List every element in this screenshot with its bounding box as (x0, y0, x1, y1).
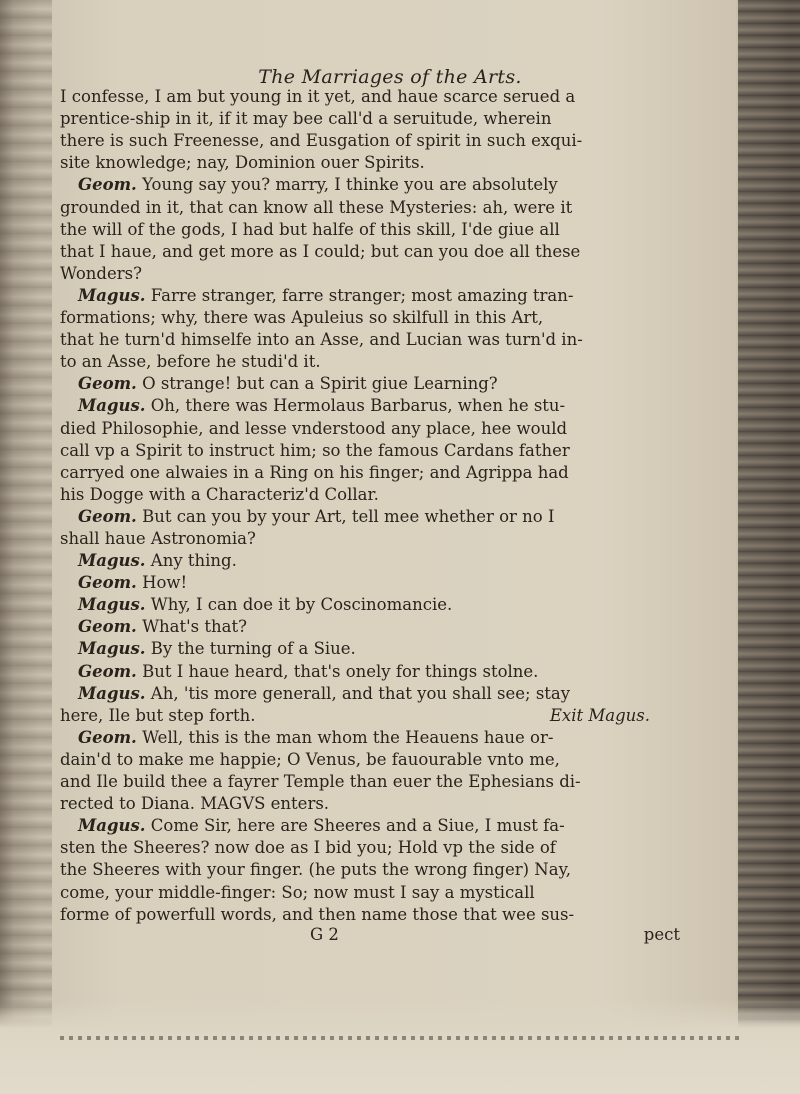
text-line (60, 661, 720, 683)
text-line (60, 395, 720, 417)
speech-text: O strange! but can a Spirit giue Learning? (142, 374, 498, 394)
text-line: died Philosophie, and lesse vnderstood any place, hee would (60, 418, 568, 438)
text-line: forme of powerfull words, and then name those that wee sus- (60, 904, 575, 924)
speaker-name: Magus. (78, 816, 146, 836)
text-line: carryed one alwaies in a Ring on his finger; and Agrippa had (60, 462, 569, 482)
speaker-name: Geom. (78, 617, 137, 637)
bottom-ornament (60, 1036, 740, 1040)
speaker-name: Geom. (78, 573, 137, 593)
text-line: formations; why, there was Apuleius so skilfull in this Art, (60, 308, 544, 328)
text-line: here, Ile but step forth. (60, 705, 256, 725)
page-text (60, 66, 720, 946)
speech-text: Ah, 'tis more generall, and that you shall see; stay (150, 683, 571, 703)
text-line: sten the Sheeres? now doe as I bid you; Hold vp the side of (60, 838, 556, 858)
text-line: come, your middle-finger: So; now must I say a mysticall (60, 882, 535, 902)
speech-text: What's that? (142, 617, 247, 637)
text-line: prentice-ship in it, if it may bee call'd a seruitude, wherein (60, 109, 552, 129)
speaker-name: Magus. (78, 683, 146, 703)
speech-text: Come Sir, here are Sheeres and a Siue, I must fa- (150, 816, 565, 836)
text-line: I confesse, I am but young in it yet, and haue scarce serued a (60, 87, 576, 107)
page-edge (738, 0, 800, 1094)
page-footer (60, 924, 720, 946)
speech-text: But can you by your Art, tell mee whether or no I (142, 506, 555, 526)
text-line: to an Asse, before he studi'd it. (60, 352, 321, 372)
text-line: his Dogge with a Characteriz'd Collar. (60, 484, 379, 504)
speaker-name: Geom. (78, 175, 137, 195)
text-line (60, 174, 720, 196)
text-line: the Sheeres with your finger. (he puts the wrong finger) Nay, (60, 860, 571, 880)
text-line (60, 373, 720, 395)
text-line: shall haue Astronomia? (60, 528, 256, 548)
speaker-name: Geom. (78, 661, 137, 681)
speaker-name: Geom. (78, 727, 137, 747)
text-line: grounded in it, that can know all these Mysteries: ah, were it (60, 197, 573, 217)
text-line: there is such Freenesse, and Eusgation of spirit in such exqui- (60, 131, 583, 151)
text-line: dain'd to make me happie; O Venus, be fauourable vnto me, (60, 750, 560, 769)
speech-text: Oh, there was Hermolaus Barbarus, when he stu- (150, 396, 566, 416)
text-line: Wonders? (60, 263, 142, 283)
speaker-name: Magus. (78, 285, 146, 305)
text-line: call vp a Spirit to instruct him; so the famous Cardans father (60, 440, 570, 460)
speaker-name: Geom. (78, 506, 137, 526)
speech-text: Any thing. (150, 551, 237, 571)
text-line (60, 683, 720, 705)
text-line: rected to Diana. MAGVS enters. (60, 794, 330, 814)
speaker-name: Magus. (78, 595, 146, 615)
text-line (60, 506, 720, 528)
catchword: pect (643, 924, 680, 944)
signature-mark: G 2 (310, 924, 339, 944)
text-line (60, 550, 720, 572)
text-line (60, 727, 720, 749)
speech-text: But I haue heard, that's onely for things stolne. (142, 661, 539, 681)
page-foot-margin (0, 1000, 800, 1094)
running-header: The Marriages of the Arts. (258, 66, 522, 88)
text-line (60, 285, 720, 307)
speech-text: Young say you? marry, I thinke you are absolutely (142, 175, 558, 195)
text-line: that he turn'd himselfe into an Asse, and Lucian was turn'd in- (60, 330, 583, 350)
text-lines (60, 86, 720, 926)
text-line: the will of the gods, I had but halfe of this skill, I'de giue all (60, 219, 560, 239)
speech-text: Well, this is the man whom the Heauens haue or- (142, 727, 554, 747)
speaker-name: Magus. (78, 639, 146, 659)
text-line (60, 594, 720, 616)
speaker-name: Geom. (78, 374, 137, 394)
text-line: site knowledge; nay, Dominion ouer Spirits. (60, 153, 425, 173)
text-line: that I haue, and get more as I could; but can you doe all these (60, 241, 581, 261)
speech-text: By the turning of a Siue. (150, 639, 356, 659)
binding-gutter (0, 0, 52, 1094)
speech-text: How! (142, 573, 188, 593)
text-line (60, 815, 720, 837)
text-line: and Ile build thee a fayrer Temple than euer the Ephesians di- (60, 772, 581, 792)
speaker-name: Magus. (78, 551, 146, 571)
text-line (60, 572, 720, 594)
text-line (60, 638, 720, 660)
text-line (60, 616, 720, 638)
speech-text: Farre stranger, farre stranger; most amazing tran- (150, 285, 574, 305)
speaker-name: Magus. (78, 396, 146, 416)
speech-text: Why, I can doe it by Coscinomancie. (150, 595, 453, 615)
stage-direction: Exit Magus. (549, 705, 650, 725)
